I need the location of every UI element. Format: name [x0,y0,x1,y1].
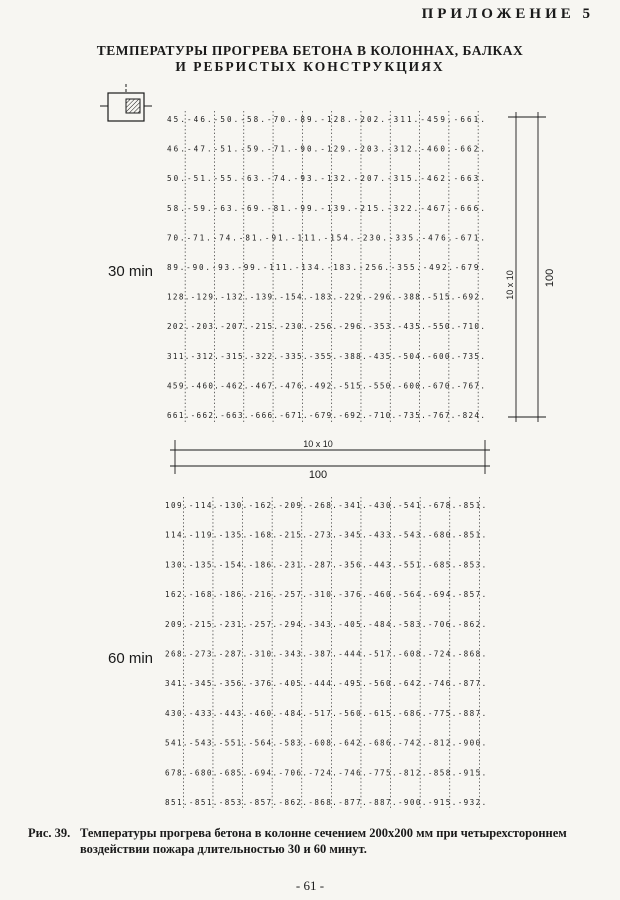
table-row: 45.-46.-50.-58.-70.-89.-128.-202.-311.-459.-661. [167,115,485,124]
table-row: 459.-460.-462.-467.-476.-492.-515.-550.-600.-670.-767. [167,381,485,391]
table-row: 50.-51.-55.-63.-74.-93.-132.-207.-315.-462.-663. [167,174,485,184]
table-row: 70.-71.-74.-81.-91.-111.-154.-230.-335.-476.-671. [167,233,485,243]
table-label-60min: 60 min [108,650,154,667]
vertical-dimension-total: 100 [544,268,556,288]
table-row: 162.-168.-186.-216.-257.-310.-376.-460.-564.-694.-857. [165,590,487,600]
table-row: 851.-851.-853.-857.-862.-868.-877.-887.-900.-915.-932. [165,798,487,807]
grid-60min [165,497,486,810]
table-row: 109.-114.-130.-162.-209.-268.-341.-430.-541.-678.-851. [165,501,487,510]
table-row: 541.-543.-551.-564.-583.-608.-642.-686.-742.-812.-900. [165,738,487,748]
vertical-dimension [505,112,556,422]
page-title-line-2: И РЕБРИСТЫХ КОНСТРУКЦИЯХ [175,59,445,74]
figure-number: Рис. 39. [28,826,71,840]
cross-section-icon [100,84,152,121]
table-row: 678.-680.-685.-694.-706.-724.-746.-775.-812.-858.-915. [165,768,487,778]
table-row: 89.-90.-93.-99.-111.-134.-183.-256.-355.-492.-679. [167,263,485,272]
table-row: 311.-312.-315.-322.-335.-355.-388.-435.-504.-600.-735. [167,351,485,361]
table-label-30min: 30 min [108,263,154,280]
table-row: 128.-129.-132.-139.-154.-183.-229.-296.-388.-515.-692. [167,292,485,302]
page-title-line-1: ТЕМПЕРАТУРЫ ПРОГРЕВА БЕТОНА В КОЛОННАХ, БАЛКАХ [96,43,524,58]
table-row: 268.-273.-287.-310.-343.-387.-444.-517.-608.-724.-868. [165,649,487,659]
table-row: 430.-433.-443.-460.-484.-517.-560.-615.-686.-775.-887. [165,708,487,718]
horizontal-dimension-step: 10 x 10 [303,439,333,449]
table-row: 130.-135.-154.-186.-231.-287.-356.-443.-551.-685.-853. [165,560,487,570]
table-row: 46.-47.-51.-59.-71.-90.-129.-203.-312.-460.-662. [167,144,485,154]
table-row: 341.-345.-356.-376.-405.-444.-495.-560.-642.-746.-877. [165,679,487,689]
table-row: 661.-662.-663.-666.-671.-679.-692.-710.-735.-767.-824. [167,411,485,420]
caption-text: Температуры прогрева бетона в колонне сечением 200x200 мм при четырехстороннем воздействии пожара длительностью 30 и 60 минут. [80,826,567,856]
table-row: 58.-59.-63.-69.-81.-99.-139.-215.-322.-467.-666. [167,203,485,213]
table-row: 114.-119.-135.-168.-215.-273.-345.-433.-543.-680.-851. [165,530,487,540]
horizontal-dimension [170,439,490,481]
table-row: 209.-215.-231.-257.-294.-343.-405.-484.-583.-706.-862. [165,619,487,629]
grid-30min [167,111,485,423]
table-row: 202.-203.-207.-215.-230.-256.-296.-353.-435.-550.-710. [167,322,485,332]
appendix-header: ПРИЛОЖЕНИЕ 5 [421,6,594,22]
vertical-dimension-step: 10 x 10 [505,270,515,300]
page-number: - 61 - [295,878,325,893]
horizontal-dimension-total: 100 [308,469,328,481]
